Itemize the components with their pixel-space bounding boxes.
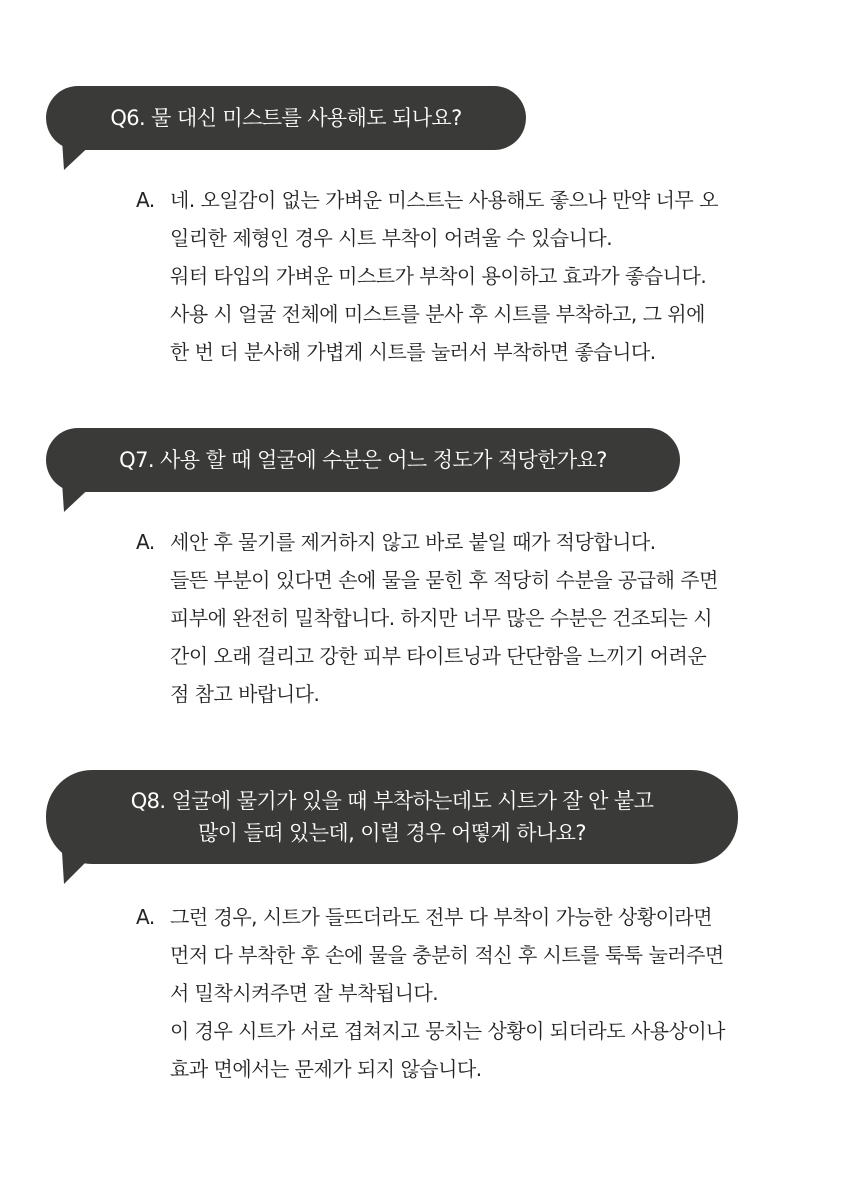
question-text-line-1: Q8. 얼굴에 물기가 있을 때 부착하는데도 시트가 잘 안 붙고 [130, 789, 654, 813]
answer-line: 들뜬 부분이 있다면 손에 물을 묻힌 후 적당히 수분을 공급해 주면 [170, 568, 718, 592]
answer-line: 간이 오래 걸리고 강한 피부 타이트닝과 단단함을 느끼기 어려운 [170, 644, 707, 668]
answer-line: 세안 후 물기를 제거하지 않고 바로 붙일 때가 적당합니다. [170, 530, 656, 554]
answer-block [136, 898, 725, 1088]
question-text-line-2: 많이 들떠 있는데, 이럴 경우 어떻게 하나요? [198, 821, 586, 845]
speech-bubble-tail [62, 140, 96, 174]
answer-block [136, 523, 718, 713]
answer-line: 먼저 다 부착한 후 손에 물을 충분히 적신 후 시트를 툭툭 눌러주면 [170, 943, 724, 967]
question-text: Q7. 사용 할 때 얼굴에 수분은 어느 정도가 적당한가요? [119, 448, 607, 472]
answer-line: 피부에 완전히 밀착합니다. 하지만 너무 많은 수분은 건조되는 시 [170, 606, 713, 630]
answer-marker: A. [136, 530, 155, 554]
answer-marker: A. [136, 188, 155, 212]
answer-line: 그런 경우, 시트가 들뜨더라도 전부 다 부착이 가능한 상황이라면 [170, 905, 713, 929]
answer-line: 네. 오일감이 없는 가벼운 미스트는 사용해도 좋으나 만약 너무 오 [170, 188, 718, 212]
answer-line: 한 번 더 분사해 가볍게 시트를 눌러서 부착하면 좋습니다. [170, 340, 656, 364]
answer-line: 서 밀착시켜주면 잘 부착됩니다. [170, 981, 439, 1005]
question-bubble [46, 428, 680, 492]
answer-marker: A. [136, 905, 155, 929]
speech-bubble-tail [62, 482, 96, 516]
question-text: Q6. 물 대신 미스트를 사용해도 되나요? [110, 106, 462, 130]
answer-line: 사용 시 얼굴 전체에 미스트를 분사 후 시트를 부착하고, 그 위에 [170, 302, 705, 326]
question-bubble [46, 770, 738, 864]
answer-line: 효과 면에서는 문제가 되지 않습니다. [170, 1057, 482, 1081]
speech-bubble-tail [62, 852, 96, 888]
answer-line: 이 경우 시트가 서로 겹쳐지고 뭉치는 상황이 되더라도 사용상이나 [170, 1019, 725, 1043]
answer-line: 워터 타입의 가벼운 미스트가 부착이 용이하고 효과가 좋습니다. [170, 264, 707, 288]
question-bubble [46, 86, 526, 150]
answer-line: 점 참고 바랍니다. [170, 682, 320, 706]
answer-line: 일리한 제형인 경우 시트 부착이 어려울 수 있습니다. [170, 226, 613, 250]
answer-block [136, 181, 718, 371]
